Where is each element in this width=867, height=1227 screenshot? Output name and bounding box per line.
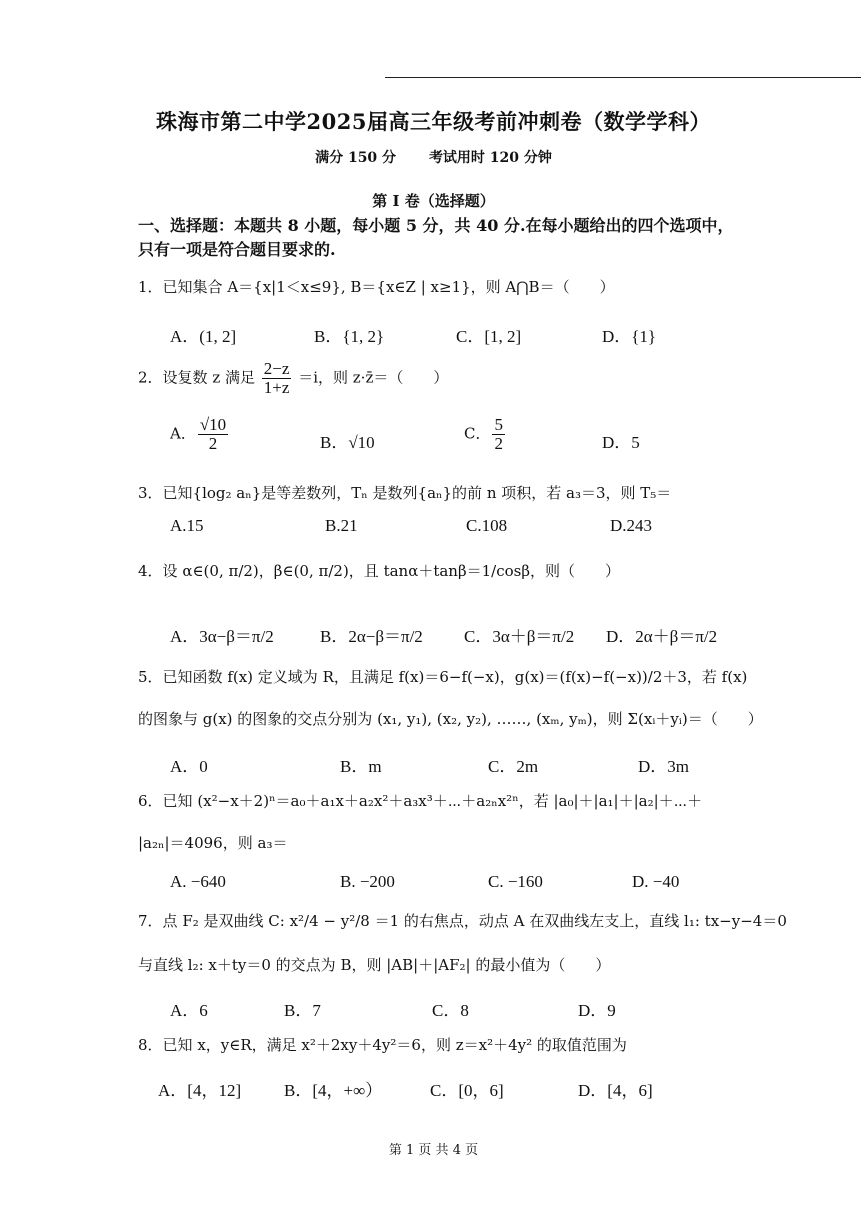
option-b[interactable]: B．m — [340, 757, 382, 776]
option-c[interactable]: C．[1, 2] — [456, 327, 522, 346]
option-b[interactable]: B.21 — [325, 516, 358, 535]
option-a[interactable]: A. −640 — [170, 872, 226, 891]
section-title: 第 I 卷（选择题） — [372, 192, 495, 210]
question-8-text: 已知 x，y∈R，满足 x²＋2xy＋4y²＝6，则 z＝x²＋4y² 的取值范围为 — [162, 1036, 627, 1054]
question-7-line-2: 与直线 l₂: x＋ty＝0 的交点为 B，则 |AB|＋|AF₂| 的最小值为（ ） — [138, 956, 611, 974]
option-d[interactable]: D. −40 — [632, 872, 680, 891]
exam-title: 珠海市第二中学2025届高三年级考前冲刺卷（数学学科） — [156, 109, 711, 134]
question-3-text: 已知{log₂ aₙ}是等差数列，Tₙ 是数列{aₙ}的前 n 项积，若 a₃＝3，则 T₅＝ — [162, 484, 672, 502]
question-8: 8．已知 x，y∈R，满足 x²＋2xy＋4y²＝6，则 z＝x²＋4y² 的取值范围为 — [138, 1036, 627, 1054]
question-7-line-1: 7．点 F₂ 是双曲线 C: x²/4 − y²/8 ＝1 的右焦点，动点 A 在双曲线左支上，直线 l₁: tx−y−4＝0 — [138, 912, 787, 930]
question-6-line-2: |a₂ₙ|＝4096，则 a₃＝ — [138, 834, 288, 852]
question-5-line-1: 5．已知函数 f(x) 定义域为 R，且满足 f(x)＝6−f(−x)，g(x)＝(f(x)−f(−x))/2＋3，若 f(x) — [138, 668, 748, 686]
option-d[interactable]: D．[4，6] — [578, 1081, 653, 1100]
option-c[interactable]: C．[0，6] — [430, 1081, 504, 1100]
option-a[interactable]: A． $\frac{√10}{2}$ — [170, 415, 227, 453]
question-6-options — [170, 872, 770, 902]
option-b[interactable]: B．[4，+∞） — [284, 1081, 383, 1100]
option-d[interactable]: D．2α＋β＝π/2 — [606, 627, 718, 646]
exam-subtitle — [0, 147, 867, 167]
option-b[interactable]: B. −200 — [340, 872, 395, 891]
option-d[interactable]: D．{1} — [602, 327, 657, 346]
option-a[interactable]: A.15 — [170, 516, 204, 535]
question-3: 3．已知{log₂ aₙ}是等差数列，Tₙ 是数列{aₙ}的前 n 项积，若 a₃＝3，则 T₅＝ — [138, 484, 672, 502]
question-8-options — [158, 1076, 758, 1106]
question-2-options — [170, 414, 770, 453]
option-c[interactable]: C. −160 — [488, 872, 543, 891]
option-d[interactable]: D.243 — [610, 516, 653, 535]
question-1-text: 已知集合 A＝{x|1＜x≤9}, B＝{x∈Z | x≥1}，则 A⋂B＝（ ） — [162, 278, 615, 296]
question-1: 1．已知集合 A＝{x|1＜x≤9}, B＝{x∈Z | x≥1}，则 A⋂B＝（ ） — [138, 278, 615, 296]
option-d[interactable]: D．5 — [602, 433, 640, 452]
page-footer: 第 1 页 共 4 页 — [388, 1143, 479, 1158]
question-2: 2．设复数 z 满足 $\frac{2-z}{1+z}$ ＝i，则 z·z̄＝（ ） — [138, 359, 449, 397]
header-rule — [385, 77, 861, 78]
option-d[interactable]: D．3m — [638, 757, 689, 776]
option-b[interactable]: B．7 — [284, 1001, 321, 1020]
question-7-options — [170, 996, 770, 1026]
option-a[interactable]: A．0 — [170, 757, 208, 776]
section-instructions: 一、选择题：本题共 8 小题，每小题 5 分，共 40 分.在每小题给出的四个选项中，只有一项是符合题目要求的. — [138, 216, 734, 259]
question-1-options — [170, 322, 770, 352]
option-b[interactable]: B．{1, 2} — [314, 327, 385, 346]
exam-time: 考试用时 120 分钟 — [428, 150, 552, 166]
option-c[interactable]: C． $\frac{5}{2}$ — [464, 415, 503, 453]
option-a[interactable]: A．3α−β＝π/2 — [170, 627, 274, 646]
question-2-fraction: $\frac{2-z}{1+z}$ — [263, 359, 290, 397]
option-c[interactable]: C．3α＋β＝π/2 — [464, 627, 575, 646]
option-b[interactable]: B．2α−β＝π/2 — [320, 627, 423, 646]
question-5-options — [170, 752, 770, 782]
question-4-text: 设 α∈(0, π/2)，β∈(0, π/2)，且 tanα＋tanβ＝1/cosβ，则（ ） — [162, 562, 621, 580]
question-4-options — [170, 622, 770, 652]
question-3-options — [170, 516, 770, 546]
option-c[interactable]: C．2m — [488, 757, 539, 776]
option-a[interactable]: A．6 — [170, 1001, 208, 1020]
option-c[interactable]: C．8 — [432, 1001, 469, 1020]
full-score: 满分 150 分 — [315, 150, 397, 166]
question-6-line-1: 6．已知 (x²−x＋2)ⁿ＝a₀＋a₁x＋a₂x²＋a₃x³＋⋯＋a₂ₙx²ⁿ，若 |a₀|＋|a₁|＋|a₂|＋⋯＋ — [138, 792, 703, 810]
option-d[interactable]: D．9 — [578, 1001, 616, 1020]
option-c[interactable]: C.108 — [466, 516, 508, 535]
question-5-line-2: 的图象与 g(x) 的图象的交点分别为 (x₁, y₁), (x₂, y₂), ……, (xₘ, yₘ)，则 Σ(xᵢ＋yᵢ)＝（ ） — [138, 710, 763, 728]
option-b[interactable]: B．√10 — [320, 433, 375, 452]
option-a[interactable]: A．(1, 2] — [170, 327, 237, 346]
option-a[interactable]: A．[4，12] — [158, 1081, 242, 1100]
question-4: 4．设 α∈(0, π/2)，β∈(0, π/2)，且 tanα＋tanβ＝1/cosβ，则（ ） — [138, 562, 621, 580]
